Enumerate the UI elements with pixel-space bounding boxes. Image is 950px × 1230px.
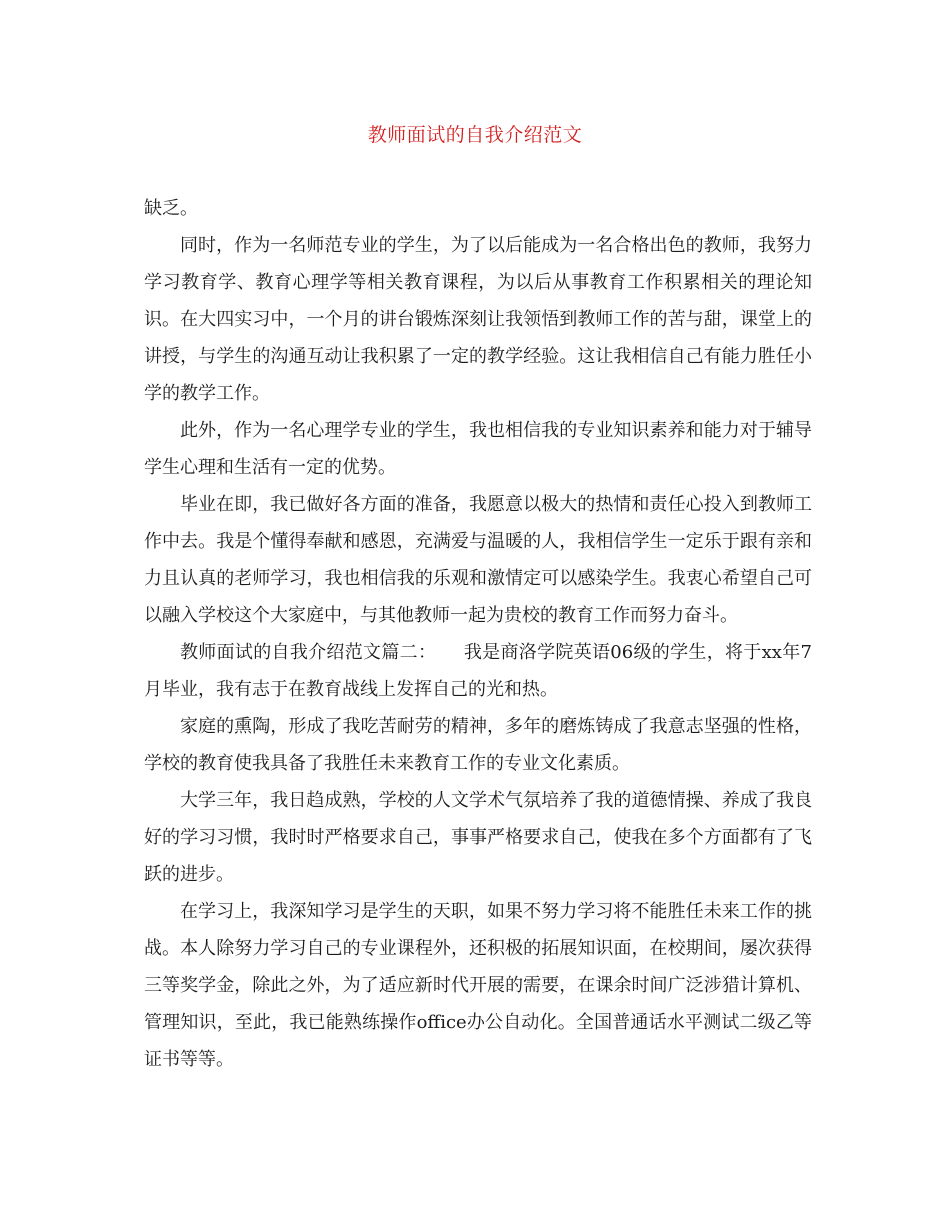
paragraph: 毕业在即，我已做好各方面的准备，我愿意以极大的热情和责任心投入到教师工作中去。我是个懂得奉献和感恩，充满爱与温暖的人，我相信学生一定乐于跟有亲和力且认真的老师学习，我也相信我的乐观和激情定可以感染学生。我衷心希望自己可以融入学校这个大家庭中，与其他教师一起为贵校的教育工作而努力奋斗。 [144, 494, 812, 626]
paragraph: 大学三年，我日趋成熟，学校的人文学术气氛培养了我的道德情操、养成了我良好的学习习惯，我时时严格要求自己，事事严格要求自己，使我在多个方面都有了飞跃的进步。 [144, 790, 812, 885]
paragraph: 在学习上，我深知学习是学生的天职，如果不努力学习将不能胜任未来工作的挑战。本人除努力学习自己的专业课程外，还积极的拓展知识面，在校期间，屡次获得三等奖学金，除此之外，为了适应新时代开展的需要，在课余时间广泛涉猎计算机、管理知识，至此，我已能熟练操作office办公自动化。全国普通话水平测试二级乙等证书等等。 [144, 901, 812, 1070]
document-title: 教师面试的自我介绍范文 [367, 124, 583, 146]
paragraph: 此外，作为一名心理学专业的学生，我也相信我的专业知识素养和能力对于辅导学生心理和生活有一定的优势。 [144, 420, 812, 478]
paragraph: 家庭的熏陶，形成了我吃苦耐劳的精神，多年的磨炼铸成了我意志坚强的性格，学校的教育使我具备了我胜任未来教育工作的专业文化素质。 [144, 716, 812, 774]
paragraph-continuation: 缺乏。 [144, 198, 198, 219]
paragraph: 同时，作为一名师范专业的学生，为了以后能成为一名合格出色的教师，我努力学习教育学、教育心理学等相关教育课程，为以后从事教育工作积累相关的理论知识。在大四实习中，一个月的讲台锻炼深刻让我领悟到教师工作的苦与甜，课堂上的讲授，与学生的沟通互动让我积累了一定的教学经验。这让我相信自己有能力胜任小学的教学工作。 [144, 235, 812, 404]
paragraph: 教师面试的自我介绍范文篇二： 我是商洛学院英语06级的学生，将于xx年7月毕业，我有志于在教育战线上发挥自己的光和热。 [144, 642, 812, 700]
document-body [144, 190, 812, 1078]
